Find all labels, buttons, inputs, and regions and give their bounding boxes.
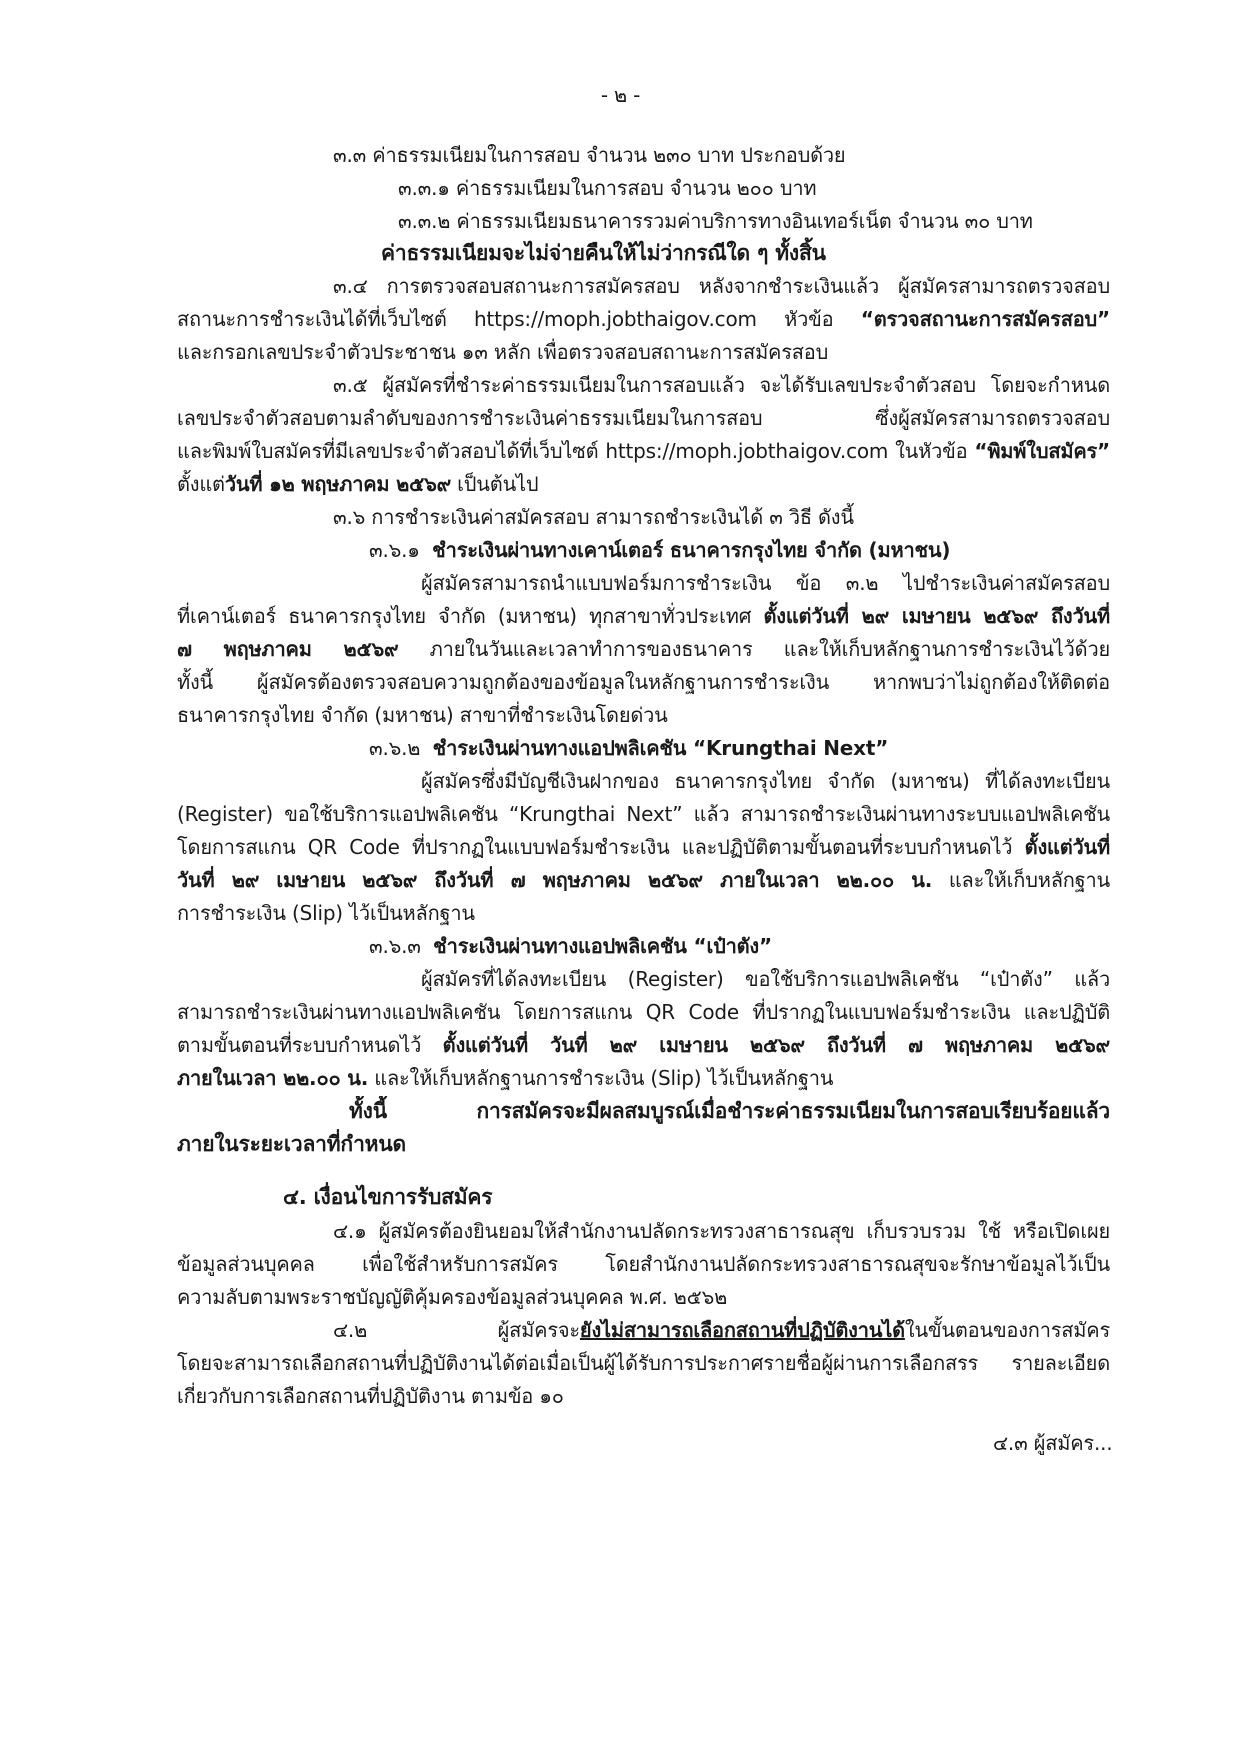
exam-id-line3 [177, 436, 1110, 466]
counter-text: ที่เคาน์เตอร์ ธนาคารกรุงไทย จำกัด (มหาชน) ทุกสาขาทั่วประเทศ [177, 604, 764, 628]
method-2-line4 [177, 865, 1110, 895]
method-1-title: ชำระเงินผ่านทางเคาน์เตอร์ ธนาคารกรุงไทย จำกัด (มหาชน) [432, 538, 951, 562]
completion-notice-line1: ทั้งนี้ การสมัครจะมีผลสมบูรณ์เมื่อชำระค่าธรรมเนียมในการสอบเรียบร้อยแล้ว [349, 1099, 1110, 1123]
status-check-line1: ๓.๔ การตรวจสอบสถานะการสมัครสอบ หลังจากชำระเงินแล้ว ผู้สมัครสามารถตรวจสอบ [333, 274, 1110, 298]
status-check-topic: “ตรวจสถานะการสมัครสอบ” [860, 307, 1110, 331]
method-1-line2 [177, 601, 1110, 631]
page-number: - ๒ - [600, 83, 641, 107]
conditions-heading: ๔. เงื่อนไขการรับสมัคร [283, 1185, 493, 1209]
workplace-intro: ๔.๒ ผู้สมัครจะ [333, 1318, 580, 1342]
method-1-line1: ผู้สมัครสามารถนำแบบฟอร์มการชำระเงิน ข้อ ๓.๒ ไปชำระเงินค่าสมัครสอบ [421, 571, 1110, 595]
method-1-number: ๓.๖.๑ [369, 538, 420, 562]
workplace-line2: โดยจะสามารถเลือกสถานที่ปฏิบัติงานได้ต่อเมื่อเป็นผู้ได้รับการประกาศรายชื่อผู้ผ่านการเลือกสรร รายละเอียด [177, 1351, 1110, 1375]
paotang-evidence-text: และให้เก็บหลักฐานการชำระเงิน (Slip) ไว้เป็นหลักฐาน [368, 1066, 834, 1090]
consent-line1: ๔.๑ ผู้สมัครต้องยินยอมให้สำนักงานปลัดกระทรวงสาธารณสุข เก็บรวบรวม ใช้ หรือเปิดเผย [333, 1219, 1110, 1243]
method-2-line2: (Register) ขอใช้บริการแอปพลิเคชัน “Krungthai Next” แล้ว สามารถชำระเงินผ่านทางระบบแอปพลิเคชัน [177, 802, 1110, 826]
method-3-heading [369, 931, 772, 961]
method-3-line4 [177, 1063, 833, 1093]
fee-heading: ๓.๓ ค่าธรรมเนียมในการสอบ จำนวน ๒๓๐ บาท ประกอบด้วย [333, 143, 846, 167]
ktb-next-from: ตั้งแต่วันที่ [1024, 835, 1110, 859]
exam-id-line1: ๓.๕ ผู้สมัครที่ชำระค่าธรรมเนียมในการสอบแล้ว จะได้รับเลขประจำตัวสอบ โดยจะกำหนด [333, 373, 1110, 397]
method-3-line3 [177, 1030, 1110, 1060]
workplace-line1 [333, 1315, 1110, 1345]
continuation-marker: ๔.๓ ผู้สมัคร... [993, 1431, 1113, 1455]
print-form-topic: “พิมพ์ใบสมัคร” [974, 439, 1110, 463]
ktb-next-date-range: วันที่ ๒๙ เมษายน ๒๕๖๙ ถึงวันที่ ๗ พฤษภาคม ๒๕๖๙ ภายในเวลา ๒๒.๐๐ น. [177, 868, 933, 892]
consent-line3: ความลับตามพระราชบัญญัติคุ้มครองข้อมูลส่วนบุคคล พ.ศ. ๒๕๖๒ [177, 1285, 728, 1309]
method-2-line5: การชำระเงิน (Slip) ไว้เป็นหลักฐาน [177, 901, 475, 925]
no-refund-notice: ค่าธรรมเนียมจะไม่จ่ายคืนให้ไม่ว่ากรณีใด ๆ ทั้งสิ้น [381, 241, 826, 265]
method-1-line3 [177, 634, 1110, 664]
method-1-line4: ทั้งนี้ ผู้สมัครต้องตรวจสอบความถูกต้องของข้อมูลในหลักฐานการชำระเงิน หากพบว่าไม่ถูกต้องให้ติดต่อ [177, 670, 1110, 694]
paotang-date-range: ตั้งแต่วันที่ วันที่ ๒๙ เมษายน ๒๕๖๙ ถึงวันที่ ๗ พฤษภาคม ๒๕๖๙ [442, 1033, 1110, 1057]
counter-end-date: ๗ พฤษภาคม ๒๕๖๙ [177, 637, 399, 661]
method-2-number: ๓.๖.๒ [369, 736, 421, 760]
method-2-line1: ผู้สมัครซึ่งมีบัญชีเงินฝากของ ธนาคารกรุงไทย จำกัด (มหาชน) ที่ได้ลงทะเบียน [421, 769, 1110, 793]
status-check-line2 [177, 304, 1110, 334]
workplace-restriction: ยังไม่สามารถเลือกสถานที่ปฏิบัติงานได้ [579, 1318, 905, 1342]
method-2-line3 [177, 832, 1110, 862]
method-3-number: ๓.๖.๓ [369, 934, 421, 958]
from-text: ตั้งแต่ [177, 472, 225, 496]
completion-notice-line2: ภายในระยะเวลาที่กำหนด [177, 1132, 406, 1156]
method-3-line2: สามารถชำระเงินผ่านทางแอปพลิเคชัน โดยการสแกน QR Code ที่ปรากฏในแบบฟอร์มชำระเงิน และปฏิบัติ [177, 1000, 1110, 1024]
exam-id-line4 [177, 469, 538, 499]
qr-scan-text: โดยการสแกน QR Code ที่ปรากฏในแบบฟอร์มชำระเงิน และปฏิบัติตามขั้นตอนที่ระบบกำหนดไว้ [177, 835, 1025, 859]
print-form-text: และพิมพ์ใบสมัครที่มีเลขประจำตัวสอบได้ที่เว็บไซต์ https://moph.jobthaigov.com ในหัวข้อ [177, 439, 975, 463]
method-3-title: ชำระเงินผ่านทางแอปพลิเคชัน “เป๋าตัง” [433, 934, 772, 958]
method-1-line5: ธนาคารกรุงไทย จำกัด (มหาชน) สาขาที่ชำระเงินโดยด่วน [177, 703, 668, 727]
onwards-text: เป็นต้นไป [451, 472, 539, 496]
method-2-title: ชำระเงินผ่านทางแอปพลิเคชัน “Krungthai Next” [432, 736, 889, 760]
counter-date-range: ตั้งแต่วันที่ ๒๙ เมษายน ๒๕๖๙ ถึงวันที่ [763, 604, 1110, 628]
method-3-line1: ผู้สมัครที่ได้ลงทะเบียน (Register) ขอใช้บริการแอปพลิเคชัน “เป๋าตัง” แล้ว [421, 967, 1110, 991]
steps-text: ตามขั้นตอนที่ระบบกำหนดไว้ [177, 1033, 443, 1057]
fee-item-exam: ๓.๓.๑ ค่าธรรมเนียมในการสอบ จำนวน ๒๐๐ บาท [398, 176, 817, 200]
consent-line2: ข้อมูลส่วนบุคคล เพื่อใช้สำหรับการสมัคร โดยสำนักงานปลัดกระทรวงสาธารณสุขจะรักษาข้อมูลไว้เป็น [177, 1252, 1110, 1276]
workplace-line3: เกี่ยวกับการเลือกสถานที่ปฏิบัติงาน ตามข้อ ๑๐ [177, 1384, 564, 1408]
fee-item-bank: ๓.๓.๒ ค่าธรรมเนียมธนาคารรวมค่าบริการทางอินเทอร์เน็ต จำนวน ๓๐ บาท [398, 209, 1033, 233]
payment-methods-heading: ๓.๖ การชำระเงินค่าสมัครสอบ สามารถชำระเงินได้ ๓ วิธี ดังนี้ [333, 505, 854, 529]
counter-hours-text: ภายในวันและเวลาทำการของธนาคาร และให้เก็บหลักฐานการชำระเงินไว้ด้วย [398, 637, 1110, 661]
paotang-deadline: ภายในเวลา ๒๒.๐๐ น. [177, 1066, 369, 1090]
exam-id-line2: เลขประจำตัวสอบตามลำดับของการชำระเงินค่าธรรมเนียมในการสอบ ซึ่งผู้สมัครสามารถตรวจสอบ [177, 406, 1110, 430]
method-1-heading [369, 535, 950, 565]
workplace-stage-text: ในขั้นตอนของการสมัคร [904, 1318, 1110, 1342]
keep-evidence-text: และให้เก็บหลักฐาน [932, 868, 1110, 892]
status-check-text: สถานะการชำระเงินได้ที่เว็บไซต์ https://moph.jobthaigov.com หัวข้อ [177, 307, 861, 331]
print-start-date: วันที่ ๑๒ พฤษภาคม ๒๕๖๙ [224, 472, 452, 496]
status-check-line3: และกรอกเลขประจำตัวประชาชน ๑๓ หลัก เพื่อตรวจสอบสถานะการสมัครสอบ [177, 340, 829, 364]
method-2-heading [369, 733, 888, 763]
